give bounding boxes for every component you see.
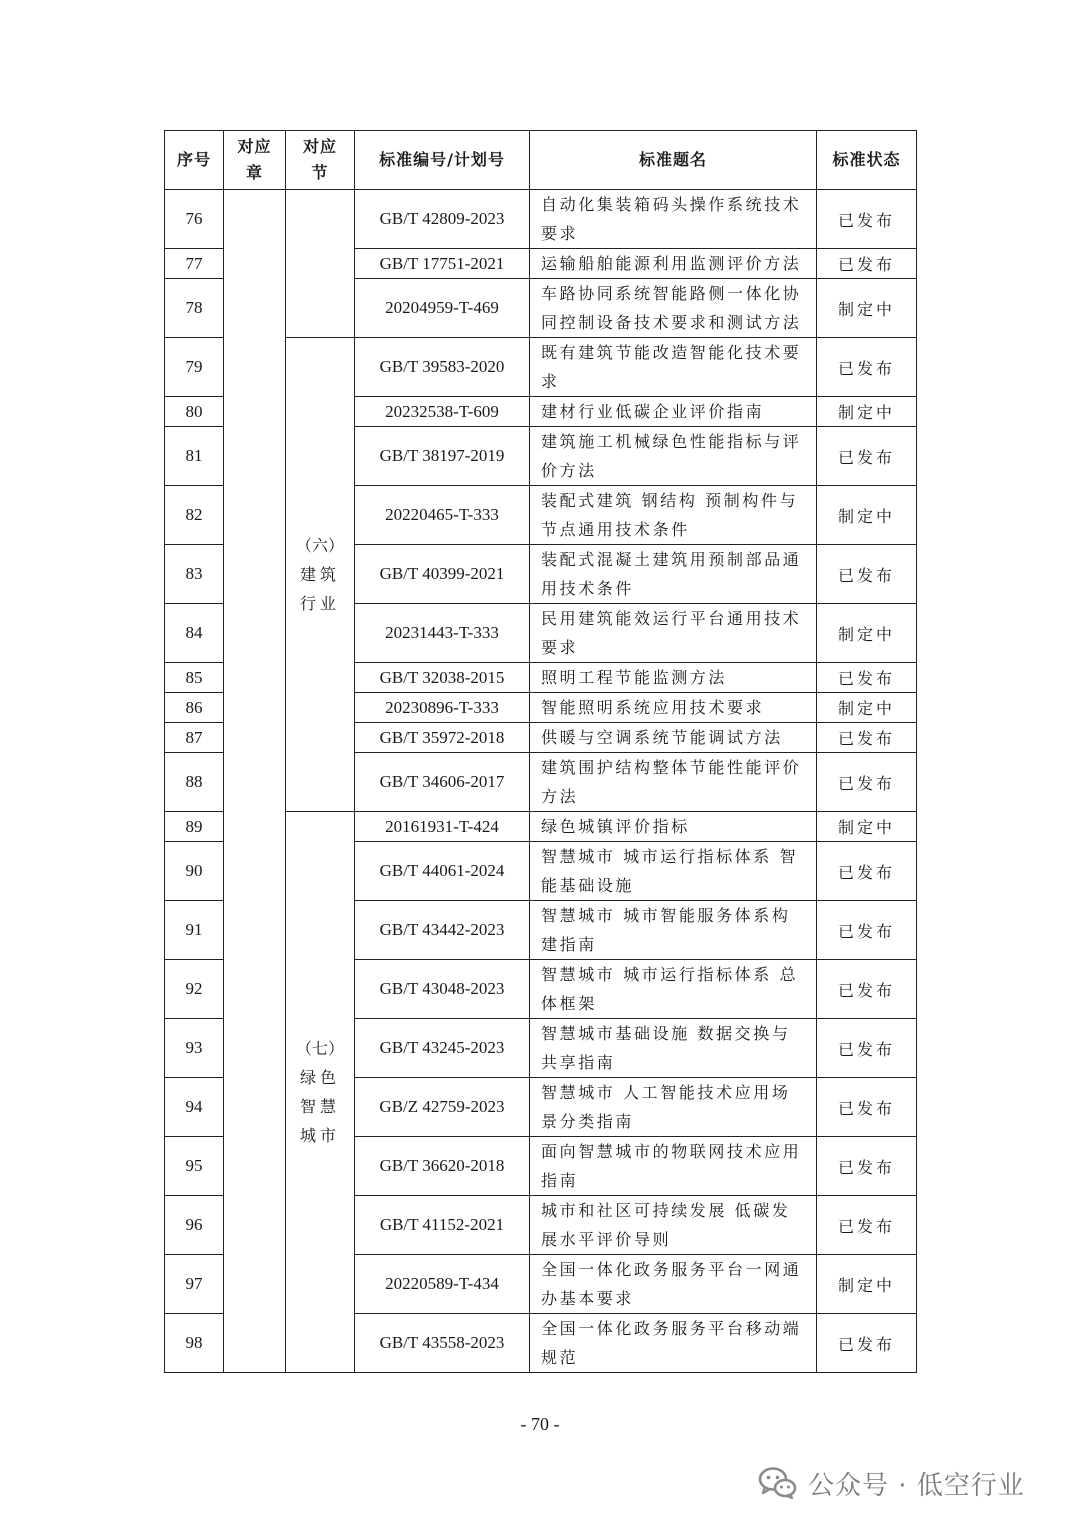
header-seq: 序号 xyxy=(165,131,224,190)
standard-title: 运输船舶能源利用监测评价方法 xyxy=(530,249,817,279)
standard-code: GB/T 35972-2018 xyxy=(355,723,530,753)
standard-status: 制定中 xyxy=(817,812,917,842)
standard-code: GB/T 36620-2018 xyxy=(355,1137,530,1196)
standard-status: 已发布 xyxy=(817,249,917,279)
standard-code: 20220589-T-434 xyxy=(355,1255,530,1314)
standard-code: GB/T 34606-2017 xyxy=(355,753,530,812)
standard-code: 20232538-T-609 xyxy=(355,397,530,427)
standard-code: 20230896-T-333 xyxy=(355,693,530,723)
standard-title: 装配式建筑 钢结构 预制构件与节点通用技术条件 xyxy=(530,486,817,545)
standard-title: 民用建筑能效运行平台通用技术要求 xyxy=(530,604,817,663)
row-number: 95 xyxy=(165,1137,224,1196)
standard-title: 照明工程节能监测方法 xyxy=(530,663,817,693)
section-cell-empty xyxy=(286,190,355,338)
row-number: 87 xyxy=(165,723,224,753)
standard-title: 智慧城市基础设施 数据交换与共享指南 xyxy=(530,1019,817,1078)
section-construction xyxy=(286,338,355,812)
standard-title: 自动化集装箱码头操作系统技术要求 xyxy=(530,190,817,249)
row-number: 93 xyxy=(165,1019,224,1078)
standard-status: 已发布 xyxy=(817,427,917,486)
row-number: 91 xyxy=(165,901,224,960)
standard-code: GB/T 38197-2019 xyxy=(355,427,530,486)
standard-code: GB/T 43048-2023 xyxy=(355,960,530,1019)
standard-title: 面向智慧城市的物联网技术应用指南 xyxy=(530,1137,817,1196)
section-green-city-num: （七） xyxy=(295,1039,344,1058)
row-number: 89 xyxy=(165,812,224,842)
standard-title: 智慧城市 人工智能技术应用场景分类指南 xyxy=(530,1078,817,1137)
row-number: 88 xyxy=(165,753,224,812)
standard-code: GB/T 40399-2021 xyxy=(355,545,530,604)
standard-status: 已发布 xyxy=(817,190,917,249)
standard-status: 已发布 xyxy=(817,1137,917,1196)
section-green-city-line1: 绿色 xyxy=(299,1068,340,1087)
standard-status: 已发布 xyxy=(817,1078,917,1137)
standard-code: GB/T 43442-2023 xyxy=(355,901,530,960)
standard-title: 建筑施工机械绿色性能指标与评价方法 xyxy=(530,427,817,486)
standard-code: GB/T 43245-2023 xyxy=(355,1019,530,1078)
section-construction-line2: 行业 xyxy=(299,594,340,613)
standard-code: 20220465-T-333 xyxy=(355,486,530,545)
section-construction-num: （六） xyxy=(295,536,344,555)
standard-status: 已发布 xyxy=(817,1019,917,1078)
row-number: 86 xyxy=(165,693,224,723)
standards-table xyxy=(164,130,917,1373)
standard-title: 建筑围护结构整体节能性能评价方法 xyxy=(530,753,817,812)
standard-status: 已发布 xyxy=(817,842,917,901)
row-number: 94 xyxy=(165,1078,224,1137)
table-row xyxy=(165,190,917,249)
standard-title: 装配式混凝土建筑用预制部品通用技术条件 xyxy=(530,545,817,604)
row-number: 96 xyxy=(165,1196,224,1255)
standard-status: 制定中 xyxy=(817,397,917,427)
wechat-icon xyxy=(758,1466,798,1500)
row-number: 76 xyxy=(165,190,224,249)
standard-status: 已发布 xyxy=(817,338,917,397)
standard-status: 已发布 xyxy=(817,901,917,960)
header-title: 标准题名 xyxy=(530,131,817,190)
header-chapter: 对应 章 xyxy=(224,131,286,190)
page-number: - 70 - xyxy=(520,1414,560,1434)
standard-title: 全国一体化政务服务平台移动端规范 xyxy=(530,1314,817,1373)
standard-status: 已发布 xyxy=(817,663,917,693)
watermark-text: 公众号 · 低空行业 xyxy=(808,1470,1025,1501)
standard-title: 智慧城市 城市运行指标体系 总体框架 xyxy=(530,960,817,1019)
section-construction-line1: 建筑 xyxy=(299,565,340,584)
section-green-city-line3: 城市 xyxy=(299,1126,340,1145)
standard-title: 建材行业低碳企业评价指南 xyxy=(530,397,817,427)
section-green-city-line2: 智慧 xyxy=(299,1097,340,1116)
standard-title: 智慧城市 城市运行指标体系 智能基础设施 xyxy=(530,842,817,901)
standard-code: 20204959-T-469 xyxy=(355,279,530,338)
standard-code: GB/Z 42759-2023 xyxy=(355,1078,530,1137)
standard-code: 20161931-T-424 xyxy=(355,812,530,842)
row-number: 90 xyxy=(165,842,224,901)
row-number: 77 xyxy=(165,249,224,279)
standard-status: 已发布 xyxy=(817,545,917,604)
standard-code: GB/T 42809-2023 xyxy=(355,190,530,249)
chapter-cell xyxy=(224,190,286,1373)
standard-title: 既有建筑节能改造智能化技术要求 xyxy=(530,338,817,397)
header-code: 标准编号/计划号 xyxy=(355,131,530,190)
standard-code: GB/T 41152-2021 xyxy=(355,1196,530,1255)
standard-status: 制定中 xyxy=(817,1255,917,1314)
standard-code: GB/T 39583-2020 xyxy=(355,338,530,397)
standard-title: 城市和社区可持续发展 低碳发展水平评价导则 xyxy=(530,1196,817,1255)
watermark xyxy=(758,1463,1025,1503)
standard-status: 已发布 xyxy=(817,960,917,1019)
row-number: 79 xyxy=(165,338,224,397)
header-row xyxy=(165,131,917,190)
standard-status: 已发布 xyxy=(817,723,917,753)
standard-status: 制定中 xyxy=(817,693,917,723)
row-number: 84 xyxy=(165,604,224,663)
row-number: 98 xyxy=(165,1314,224,1373)
row-number: 82 xyxy=(165,486,224,545)
header-status: 标准状态 xyxy=(817,131,917,190)
standard-status: 制定中 xyxy=(817,486,917,545)
standard-status: 制定中 xyxy=(817,604,917,663)
row-number: 92 xyxy=(165,960,224,1019)
standard-status: 已发布 xyxy=(817,753,917,812)
standard-code: 20231443-T-333 xyxy=(355,604,530,663)
standard-status: 已发布 xyxy=(817,1196,917,1255)
standard-code: GB/T 17751-2021 xyxy=(355,249,530,279)
row-number: 85 xyxy=(165,663,224,693)
standard-title: 绿色城镇评价指标 xyxy=(530,812,817,842)
standard-status: 制定中 xyxy=(817,279,917,338)
standard-title: 全国一体化政务服务平台一网通办基本要求 xyxy=(530,1255,817,1314)
row-number: 83 xyxy=(165,545,224,604)
standard-status: 已发布 xyxy=(817,1314,917,1373)
standard-title: 智能照明系统应用技术要求 xyxy=(530,693,817,723)
row-number: 81 xyxy=(165,427,224,486)
row-number: 78 xyxy=(165,279,224,338)
standard-title: 智慧城市 城市智能服务体系构建指南 xyxy=(530,901,817,960)
standard-code: GB/T 32038-2015 xyxy=(355,663,530,693)
standard-title: 车路协同系统智能路侧一体化协同控制设备技术要求和测试方法 xyxy=(530,279,817,338)
header-section: 对应 节 xyxy=(286,131,355,190)
row-number: 97 xyxy=(165,1255,224,1314)
section-green-city xyxy=(286,812,355,1373)
standard-code: GB/T 44061-2024 xyxy=(355,842,530,901)
standard-title: 供暖与空调系统节能调试方法 xyxy=(530,723,817,753)
row-number: 80 xyxy=(165,397,224,427)
standard-code: GB/T 43558-2023 xyxy=(355,1314,530,1373)
